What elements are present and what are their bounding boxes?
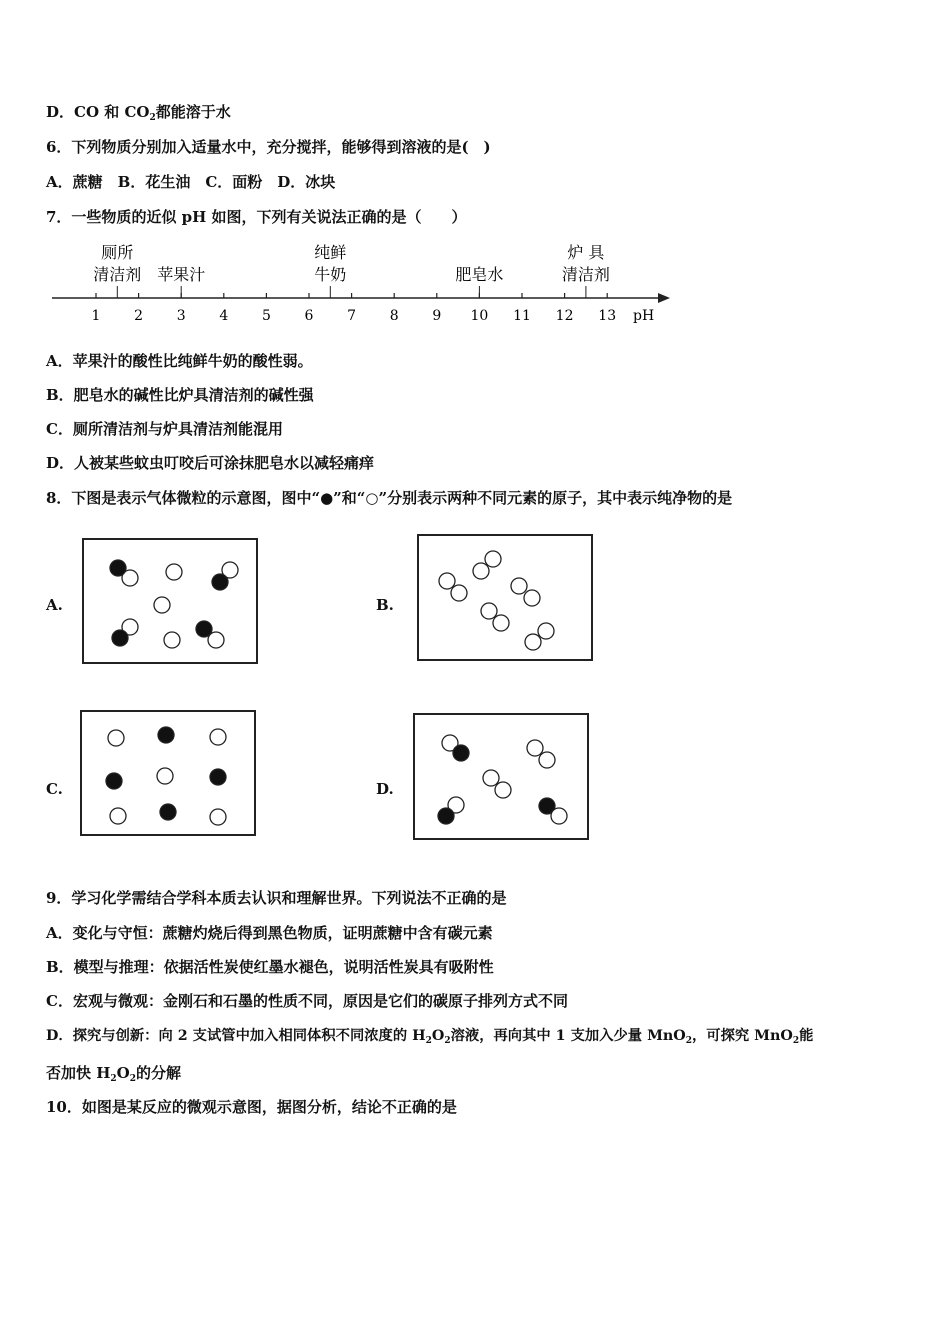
white-atom — [164, 632, 180, 648]
q8-box-c — [80, 710, 256, 836]
q9-stem: 9．学习化学需结合学科本质去认识和理解世界。下列说法不正确的是 — [46, 889, 507, 907]
q7-stem: 7．一些物质的近似 pH 如图，下列有关说法正确的是（ ） — [46, 208, 467, 226]
ph-axis-arrow — [658, 293, 670, 303]
ph-tick-label: 11 — [513, 308, 531, 324]
ph-substance-label: 苹果汁 — [157, 265, 206, 284]
ph-tick-label: 1 — [91, 308, 101, 324]
ph-tick-label: 6 — [304, 308, 314, 324]
q8-box-b — [417, 534, 593, 661]
ph-axis-label: pH — [633, 308, 655, 324]
ph-substance-label: 清洁剂 — [93, 265, 142, 284]
q10-stem: 10．如图是某反应的微观示意图，据图分析，结论不正确的是 — [46, 1098, 457, 1116]
ph-substance-label: 肥皂水 — [455, 265, 504, 284]
ph-tick-label: 5 — [261, 308, 271, 324]
ph-tick-label: 10 — [470, 308, 489, 324]
q7-option-b: B．肥皂水的碱性比炉具清洁剂的碱性强 — [46, 386, 314, 404]
black-atom — [112, 630, 128, 646]
ph-substance-labels — [93, 243, 610, 298]
ph-substance-label: 牛奶 — [314, 265, 347, 284]
ph-tick-label: 9 — [432, 308, 442, 324]
q9-option-a: A．变化与守恒：蔗糖灼烧后得到黑色物质，证明蔗糖中含有碳元素 — [46, 924, 493, 942]
q6-stem: 6．下列物质分别加入适量水中，充分搅拌，能够得到溶液的是( ) — [46, 138, 491, 156]
q9-option-d-cont: 否加快 $H_2O_2$的分解 — [46, 1064, 182, 1084]
ph-tick-label: 13 — [598, 308, 617, 324]
ph-scale-chart — [50, 240, 690, 330]
ph-tick-label: 2 — [134, 308, 144, 324]
ph-tick-label: 12 — [555, 308, 574, 324]
q8-stem: 8．下图是表示气体微粒的示意图，图中“●”和“○”分别表示两种不同元素的原子，其中表示纯净物的是 — [46, 489, 733, 507]
q8-label-a: A. — [46, 596, 63, 614]
q9-option-d: D．探究与创新：向 2 支试管中加入相同体积不同浓度的 $H_2O_2$溶液，再向其中 1 支加入少量 MnO$_2$，可探究 MnO$_2$能 — [46, 1028, 814, 1046]
q6-options: A．蔗糖 B．花生油 C．面粉 D．冰块 — [46, 173, 336, 191]
black-atom — [212, 574, 228, 590]
q5-option-d: D．CO 和 $CO_2$都能溶于水 — [46, 103, 231, 123]
ph-tick-label: 7 — [347, 308, 357, 324]
black-atom — [110, 560, 126, 576]
black-atom — [196, 621, 212, 637]
white-atom — [154, 597, 170, 613]
ph-tick-label: 4 — [219, 308, 229, 324]
ph-substance-label: 炉 具 — [567, 243, 605, 262]
q8-box-d — [413, 713, 589, 840]
ph-substance-label: 纯鲜 — [314, 243, 347, 262]
q7-option-a: A．苹果汁的酸性比纯鲜牛奶的酸性弱。 — [46, 352, 313, 370]
ph-tick-label: 3 — [176, 308, 186, 324]
q8-label-b: B. — [376, 596, 394, 614]
white-atom — [166, 564, 182, 580]
q7-option-c: C．厕所清洁剂与炉具清洁剂能混用 — [46, 420, 283, 438]
ph-substance-label: 厕所 — [101, 243, 134, 262]
q8-box-a — [82, 538, 258, 664]
q8-label-d: D. — [376, 780, 394, 798]
q9-option-b: B．模型与推理：依据活性炭使红墨水褪色，说明活性炭具有吸附性 — [46, 958, 494, 976]
q8-label-c: C. — [46, 780, 63, 798]
ph-tick-label: 8 — [389, 308, 399, 324]
q9-option-c: C．宏观与微观：金刚石和石墨的性质不同，原因是它们的碳原子排列方式不同 — [46, 992, 568, 1010]
q7-option-d: D．人被某些蚊虫叮咬后可涂抹肥皂水以减轻痛痒 — [46, 454, 375, 472]
ph-substance-label: 清洁剂 — [561, 265, 610, 284]
